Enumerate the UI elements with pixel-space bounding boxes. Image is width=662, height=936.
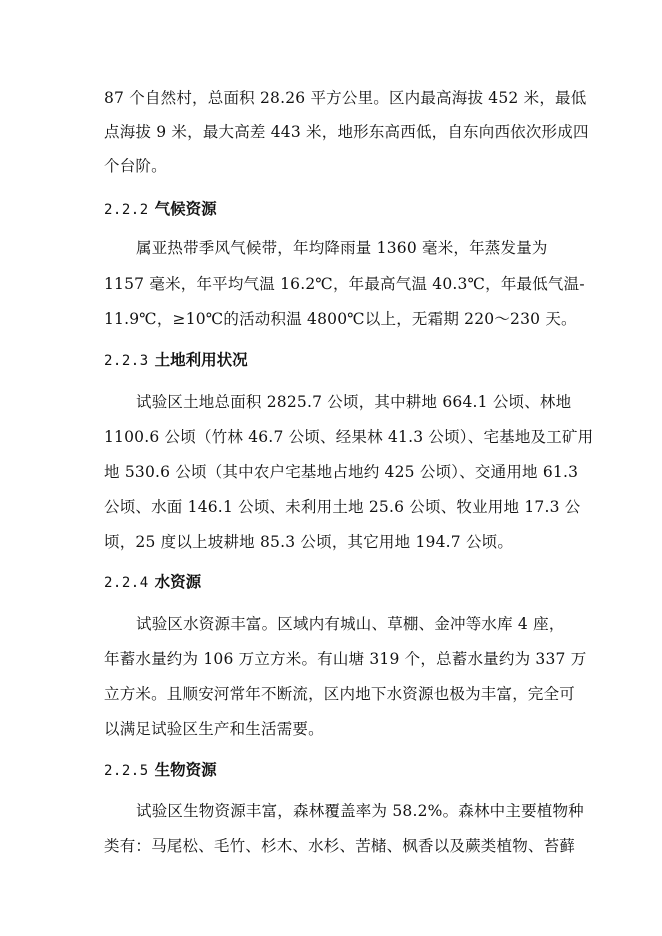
section-title: 水资源 (154, 573, 202, 591)
section-heading-biology (104, 760, 217, 781)
section-number: 2.2.2 (104, 202, 149, 218)
paragraph-intro-line-3: 个台阶。 (104, 157, 167, 175)
section-heading-climate (104, 199, 217, 220)
section-heading-land-use (104, 350, 248, 371)
section-number: 2.2.3 (104, 353, 149, 369)
paragraph-land-line-2: 1100.6 公顷（竹林 46.7 公顷、经果林 41.3 公顷）、宅基地及工矿用 (104, 428, 594, 446)
paragraph-land-line-1: 试验区土地总面积 2825.7 公顷，其中耕地 664.1 公顷、林地 (136, 393, 572, 411)
paragraph-water-line-3: 立方米。且顺安河常年不断流，区内地下水资源也极为丰富，完全可 (104, 685, 576, 703)
paragraph-land-line-4: 公顷、水面 146.1 公顷、未利用土地 25.6 公顷、牧业用地 17.3 公 (104, 498, 581, 516)
paragraph-climate-line-2: 1157 毫米，年平均气温 16.2℃，年最高气温 40.3℃，年最低气温- (104, 275, 585, 293)
paragraph-climate-line-1: 属亚热带季风气候带，年均降雨量 1360 毫米，年蒸发量为 (136, 239, 548, 257)
paragraph-water-line-4: 以满足试验区生产和生活需要。 (104, 720, 324, 738)
section-number: 2.2.4 (104, 575, 149, 591)
paragraph-water-line-2: 年蓄水量约为 106 万立方米。有山塘 319 个，总蓄水量约为 337 万 (104, 650, 587, 668)
section-number: 2.2.5 (104, 763, 149, 779)
section-title: 土地利用状况 (154, 351, 248, 369)
section-title: 气候资源 (154, 200, 217, 218)
paragraph-intro-line-1: 87 个自然村，总面积 28.26 平方公里。区内最高海拔 452 米，最低 (104, 89, 587, 107)
paragraph-intro-line-2: 点海拔 9 米，最大高差 443 米，地形东高西低，自东向西依次形成四 (104, 123, 589, 141)
paragraph-land-line-3: 地 530.6 公顷（其中农户宅基地占地约 425 公顷）、交通用地 61.3 (104, 463, 579, 481)
section-heading-water (104, 572, 201, 593)
paragraph-water-line-1: 试验区水资源丰富。区域内有城山、草棚、金冲等水库 4 座， (136, 615, 565, 633)
paragraph-bio-line-2: 类有：马尾松、毛竹、杉木、水杉、苦槠、枫香以及蕨类植物、苔藓 (104, 837, 576, 855)
paragraph-land-line-5: 顷，25 度以上坡耕地 85.3 公顷，其它用地 194.7 公顷。 (104, 533, 514, 551)
paragraph-climate-line-3: 11.9℃，≥10℃的活动积温 4800℃以上，无霜期 220～230 天。 (104, 310, 577, 328)
paragraph-bio-line-1: 试验区生物资源丰富，森林覆盖率为 58.2%。森林中主要植物种 (136, 802, 584, 820)
section-title: 生物资源 (154, 761, 217, 779)
